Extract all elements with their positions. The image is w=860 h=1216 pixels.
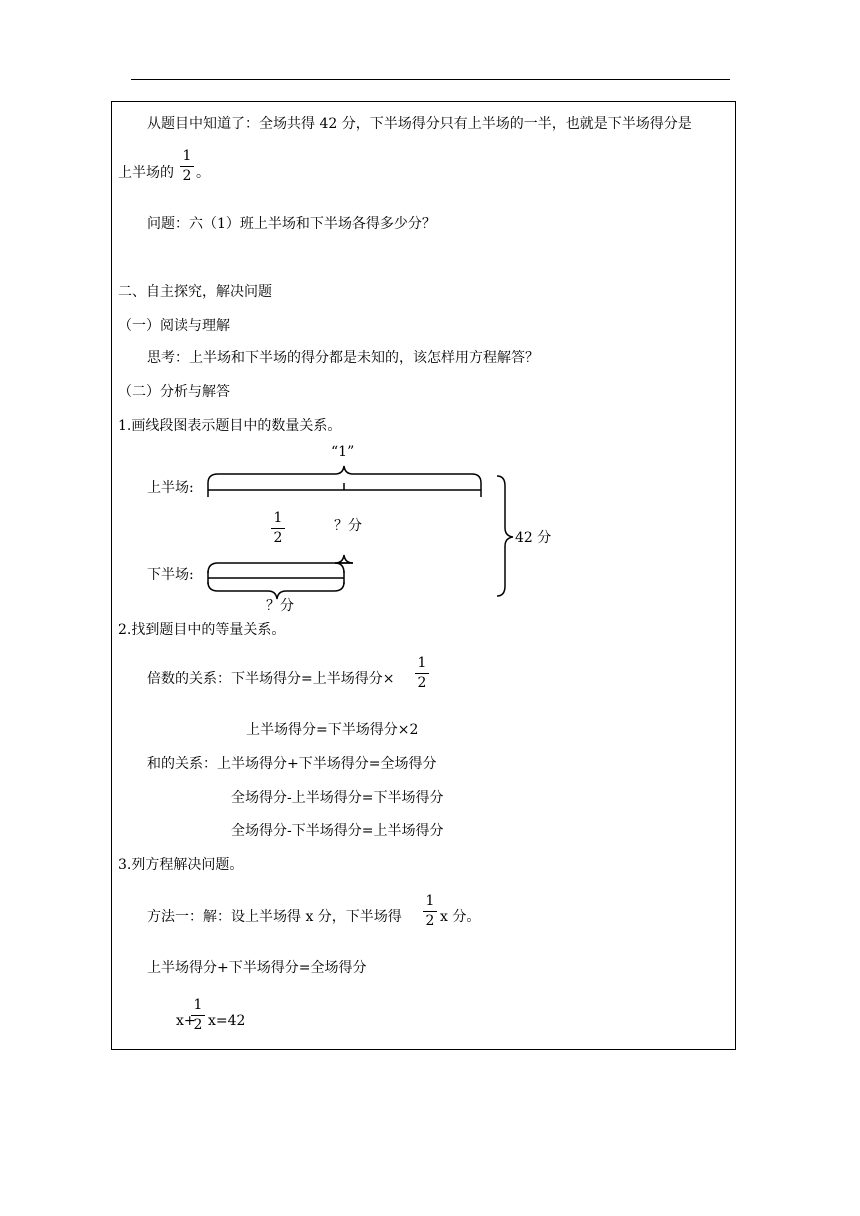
subsection-reading: （一）阅读与理解: [118, 318, 230, 334]
fraction-numerator: 1: [193, 997, 203, 1013]
one-label: “1”: [331, 444, 355, 460]
fraction-numerator: 1: [425, 893, 435, 909]
middle-brace: [208, 555, 353, 573]
fraction-denominator: 2: [417, 675, 427, 691]
method-1-suffix: x 分。: [440, 909, 481, 925]
equation-fraction: [190, 998, 206, 1033]
sum-relation-2: 全场得分-上半场得分=下半场得分: [231, 790, 444, 806]
intro-line-1: 从题目中知道了：全场共得 42 分，下半场得分只有上半场的一半，也就是下半场得分是: [147, 116, 692, 132]
fraction-numerator: 1: [273, 510, 283, 526]
second-half-label: 下半场:: [147, 567, 194, 583]
fraction-bar: [271, 528, 285, 529]
fraction-bar: [423, 911, 437, 912]
fraction-numerator: 1: [417, 655, 427, 671]
first-half-label: 上半场:: [147, 480, 194, 496]
intro-question: 问题：六（1）班上半场和下半场各得多少分？: [147, 216, 436, 232]
unknown-score-bottom: ？分: [266, 598, 294, 614]
intro-line-2-suffix: 。: [196, 165, 210, 181]
intro-line-2-prefix: 上半场的: [118, 165, 174, 181]
top-brace: [208, 466, 481, 483]
diagram-fraction: [270, 511, 286, 546]
fraction-denominator: 2: [193, 1017, 203, 1033]
equation-relation: 上半场得分+下半场得分=全场得分: [147, 960, 367, 976]
method-fraction: [422, 894, 438, 929]
section-heading: 二、自主探究，解决问题: [118, 284, 272, 300]
sum-relation-1: 和的关系：上半场得分+下半场得分=全场得分: [147, 756, 437, 772]
equation-suffix: x=42: [208, 1013, 246, 1029]
step-1-title: 1.画线段图表示题目中的数量关系。: [118, 418, 342, 434]
fraction-bar: [191, 1015, 205, 1016]
fraction-denominator: 2: [182, 168, 192, 184]
fraction-denominator: 2: [273, 530, 283, 546]
subsection-analysis: （二）分析与解答: [118, 384, 230, 400]
method-1-prefix: 方法一：解：设上半场得 x 分，下半场得: [147, 909, 402, 925]
multiple-relation-1: 倍数的关系：下半场得分=上半场得分×: [147, 671, 395, 687]
equation-prefix: x+: [176, 1013, 196, 1029]
unknown-score-top: ？分: [334, 518, 362, 534]
fraction-bar: [415, 673, 429, 674]
total-score-label: 42 分: [515, 530, 552, 546]
step-2-title: 2.找到题目中的等量关系。: [118, 622, 286, 638]
relation-fraction: [414, 656, 430, 691]
step-3-title: 3.列方程解决问题。: [118, 857, 244, 873]
think-prompt: 思考：上半场和下半场的得分都是未知的，该怎样用方程解答？: [147, 350, 539, 366]
sum-relation-3: 全场得分-下半场得分=上半场得分: [231, 823, 444, 839]
fraction-denominator: 2: [425, 913, 435, 929]
multiple-relation-2: 上半场得分=下半场得分×2: [246, 722, 419, 738]
bottom-brace: [208, 582, 344, 599]
total-brace: [497, 476, 513, 596]
fraction-numerator: 1: [182, 148, 192, 164]
